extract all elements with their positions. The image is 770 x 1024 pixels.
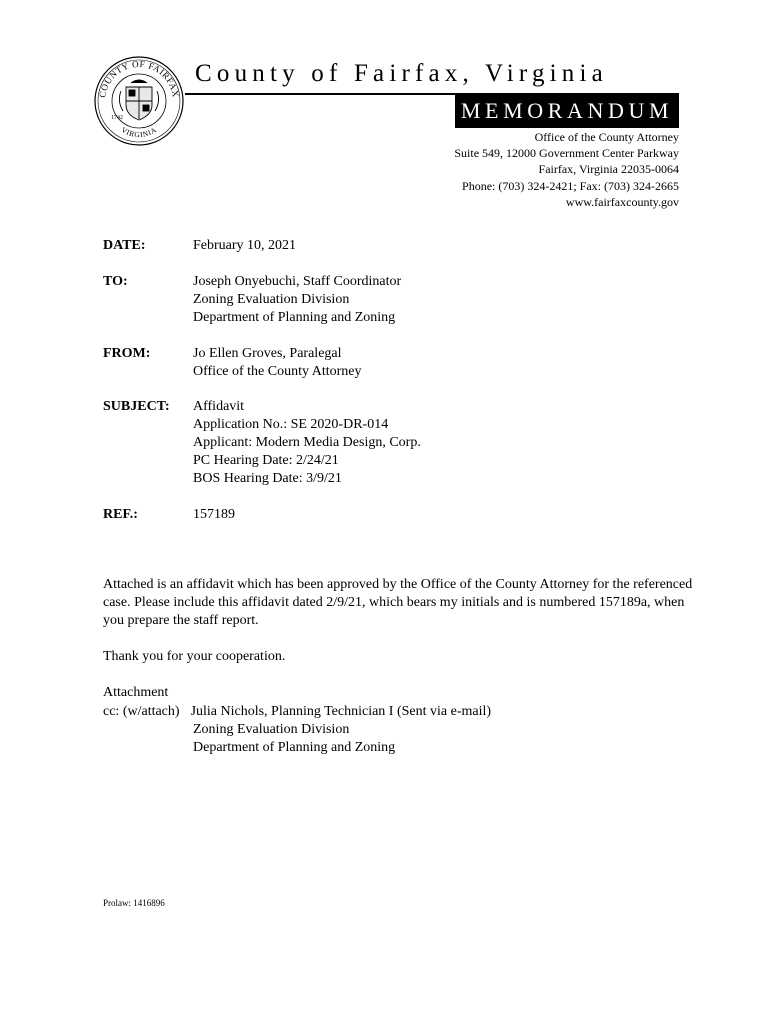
from-line: Jo Ellen Groves, Paralegal [193, 346, 342, 361]
prolaw-number: Prolaw: 1416896 [103, 898, 165, 908]
seal-shield-icon [119, 80, 158, 120]
to-line: Department of Planning and Zoning [193, 310, 396, 325]
from-line: Office of the County Attorney [193, 364, 362, 379]
cc-label: cc: (w/attach) [103, 704, 180, 719]
ref-value: 157189 [193, 507, 235, 522]
office-line: Phone: (703) 324-2421; Fax: (703) 324-2665 [462, 178, 679, 193]
office-website[interactable]: www.fairfaxcounty.gov [565, 194, 679, 209]
subject-line: Application No.: SE 2020-DR-014 [193, 417, 389, 432]
attachment-label: Attachment [103, 685, 169, 700]
cc-continuation [193, 721, 395, 757]
subject-block [193, 398, 421, 488]
subject-line: Applicant: Modern Media Design, Corp. [193, 435, 421, 450]
to-label: TO: [103, 274, 128, 289]
date-value: February 10, 2021 [193, 238, 297, 253]
from-block [193, 345, 362, 381]
to-line: Joseph Onyebuchi, Staff Coordinator [193, 274, 402, 289]
subject-line: Affidavit [193, 399, 245, 414]
office-line: Office of the County Attorney [534, 130, 679, 144]
seal-text-top: COUNTY OF FAIRFAX [97, 58, 181, 99]
subject-label: SUBJECT: [103, 399, 170, 414]
to-block [193, 273, 401, 327]
cc-line: Department of Planning and Zoning [193, 740, 396, 755]
seal-text-bottom: VIRGINIA [119, 125, 159, 140]
cc-line: Julia Nichols, Planning Technician I (Sent via e-mail) [190, 704, 492, 719]
seal-year: 1742 [111, 115, 123, 121]
svg-text:VIRGINIA [120, 125, 159, 139]
to-line: Zoning Evaluation Division [193, 292, 350, 307]
county-seal [93, 55, 185, 147]
subject-line: PC Hearing Date: 2/24/21 [193, 453, 339, 468]
memorandum-banner: MEMORANDUM [455, 94, 679, 128]
office-address-block [454, 129, 679, 210]
office-line: Fairfax, Virginia 22035-0064 [538, 162, 679, 177]
office-line: Suite 549, 12000 Government Center Parkway [454, 146, 679, 161]
cc-line: Zoning Evaluation Division [193, 722, 350, 737]
date-label: DATE: [103, 238, 146, 253]
county-title: County of Fairfax, Virginia [195, 60, 608, 87]
ref-label: REF.: [103, 507, 138, 522]
thanks-paragraph: Thank you for your cooperation. [103, 649, 286, 664]
from-label: FROM: [103, 346, 151, 361]
body-paragraph: Attached is an affidavit which has been approved by the Office of the County Attorney for the referenced case. Please include this affidavit dated 2/9/21, which bears my initials and is numbered 157189a, when you prepare the staff report. [103, 577, 693, 628]
cc-row [103, 703, 491, 721]
subject-line: BOS Hearing Date: 3/9/21 [193, 471, 342, 486]
